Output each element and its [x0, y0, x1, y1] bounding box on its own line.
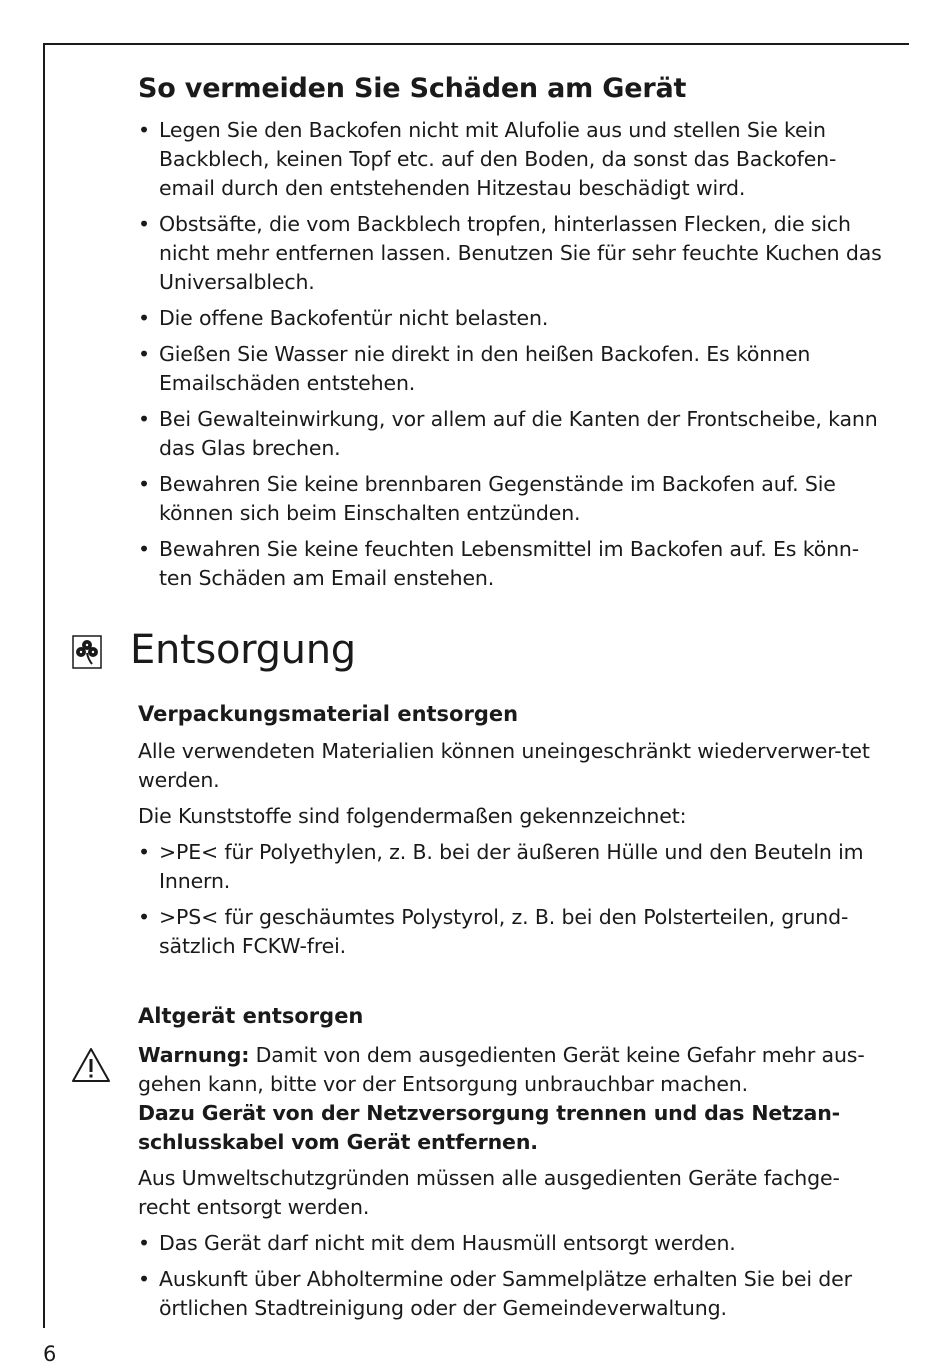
list-item: • Bei Gewalteinwirkung, vor allem auf die Kanten der Frontscheibe, kann das Glas brechen. [138, 407, 878, 460]
packaging-marking-intro: Die Kunststoffe sind folgendermaßen gekennzeichnet: [138, 804, 687, 828]
damage-heading: So vermeiden Sie Schäden am Gerät [138, 73, 687, 104]
list-item: • Legen Sie den Backofen nicht mit Alufolie aus und stellen Sie kein Backblech, keinen Topf etc. auf den Boden, da sonst das Backofen-email durch den entstehenden Hitzestau beschädigt wird. [138, 118, 837, 200]
list-item: • >PS< für geschäumtes Polystyrol, z. B. bei den Polsterteilen, grund-sätzlich FCKW-frei. [138, 905, 849, 958]
old-device-subsection [138, 1001, 883, 1330]
list-item: • >PE< für Polyethylen, z. B. bei der äußeren Hülle und den Beuteln im Innern. [138, 840, 864, 893]
damage-section [138, 70, 883, 600]
packaging-paragraph: Alle verwendeten Materialien können uneingeschränkt wiederverwer-tet werden. [138, 739, 870, 792]
list-item: • Bewahren Sie keine feuchten Lebensmittel im Backofen auf. Es könn-ten Schäden am Email enstehen. [138, 537, 860, 590]
clover-icon [72, 635, 102, 669]
page-frame-top-rule [43, 43, 909, 45]
warning-label: Warnung: [138, 1043, 250, 1067]
warning-paragraph [138, 1041, 883, 1099]
page-number: 6 [43, 1342, 57, 1366]
list-item: • Gießen Sie Wasser nie direkt in den heißen Backofen. Es können Emailschäden entstehen. [138, 342, 811, 395]
disposal-title: Entsorgung [130, 627, 356, 673]
warning-bold-instruction: Dazu Gerät von der Netzversorgung trennen und das Netzan-schlusskabel vom Gerät entfernen. [138, 1101, 841, 1154]
list-item: • Bewahren Sie keine brennbaren Gegenstände im Backofen auf. Sie können sich beim Einschalten entzünden. [138, 472, 836, 525]
packaging-list [138, 838, 883, 961]
environment-paragraph: Aus Umweltschutzgründen müssen alle ausgedienten Geräte fachge-recht entsorgt werden. [138, 1166, 840, 1219]
warning-text: Damit von dem ausgedienten Gerät keine Gefahr mehr aus-gehen kann, bitte vor der Entsorgung unbrauchbar machen. [138, 1043, 865, 1096]
packaging-subsection [138, 699, 883, 968]
damage-list [138, 116, 883, 593]
old-device-list [138, 1229, 883, 1323]
page-frame-left-rule [43, 43, 45, 1328]
list-item: • Das Gerät darf nicht mit dem Hausmüll entsorgt werden. [138, 1231, 736, 1255]
packaging-heading: Verpackungsmaterial entsorgen [138, 702, 519, 726]
old-device-heading: Altgerät entsorgen [138, 1004, 364, 1028]
list-item: • Auskunft über Abholtermine oder Sammelplätze erhalten Sie bei der örtlichen Stadtreinigung oder der Gemeindeverwaltung. [138, 1267, 852, 1320]
warning-icon [70, 1046, 112, 1084]
list-item: • Obstsäfte, die vom Backblech tropfen, hinterlassen Flecken, die sich nicht mehr entfernen lassen. Benutzen Sie für sehr feuchte Kuchen das Universalblech. [138, 212, 882, 294]
list-item: • Die offene Backofentür nicht belasten. [138, 306, 549, 330]
